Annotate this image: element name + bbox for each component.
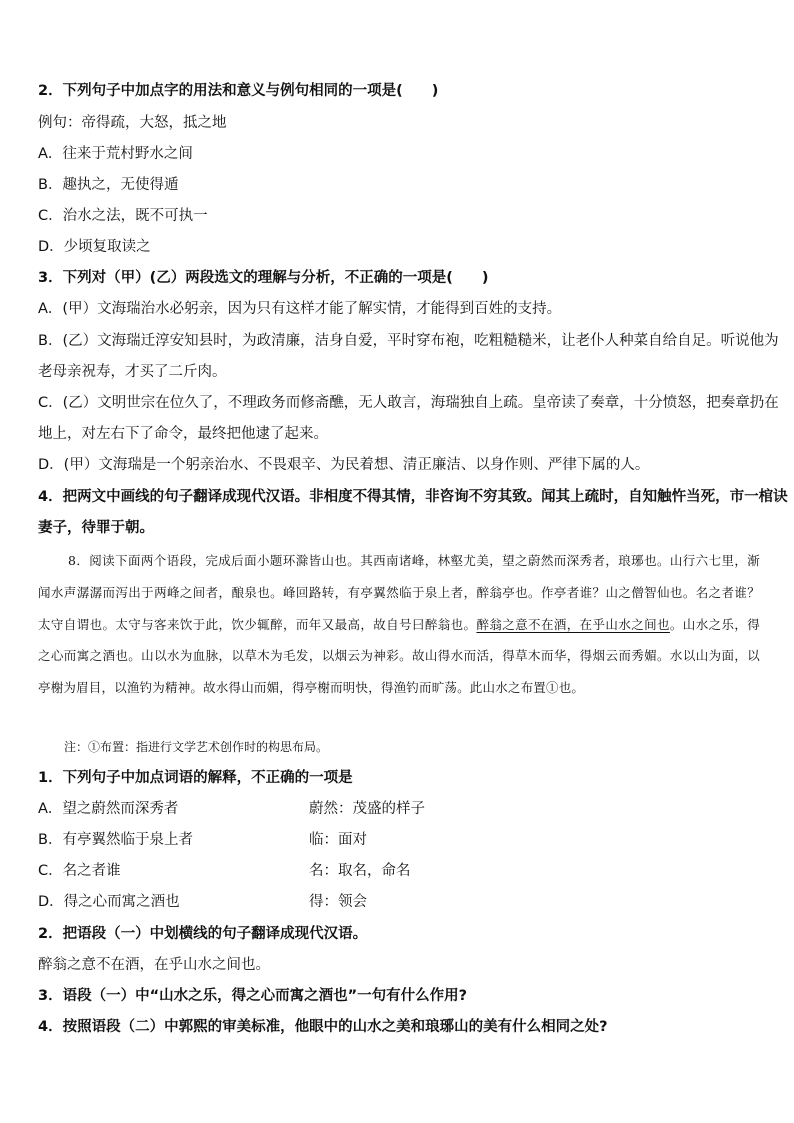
q1-option-d-explanation: 得：领会 [309,894,367,910]
example-sentence: 例句：帝得疏，大怒，抵之地 [38,115,227,131]
question-1-stem: 1．下列句子中加点词语的解释，不正确的一项是 [38,770,353,786]
q3-option-c-line1: C．(乙）文明世宗在位久了，不理政务而修斋醮，无人敢言，海瑞独自上疏。皇帝读了奏章，十分愤怒，把奏章扔在 [38,395,779,411]
q2-option-c: C．治水之法，既不可执一 [38,208,208,224]
q1-option-b-sentence: B．有亭翼然临于泉上者 [38,832,193,848]
q2-option-a: A．往来于荒村野水之间 [38,146,193,162]
underlined-sentence: 醉翁之意不在酒，在乎山水之间也 [476,616,670,632]
question-2b-stem: 2．把语段（一）中划横线的句子翻译成现代汉语。 [38,926,368,942]
q1-option-b-explanation: 临：面对 [309,832,367,848]
q3-option-b-line2: 老母亲祝寿，才买了二斤肉。 [38,364,227,380]
q2-option-d: D．少顷复取读之 [38,239,151,255]
passage-text-part2: 。山水之乐，得之心而寓之酒也。山以水为血脉，以草木为毛发，以烟云为神彩。故山得水而活，得草木而华，得烟云而秀媚。水以山为面，以亭榭为眉目，以渔钓为精神。故水得山而媚，得亭榭而明快，得渔钓而旷荡。此山水之布置①也。 [38,616,760,696]
q3-option-c-line2: 地上，对左右下了命令，最终把他逮了起来。 [38,426,328,442]
translation-sentence: 醉翁之意不在酒，在乎山水之间也。 [38,957,270,973]
q1-option-a-sentence: A．望之蔚然而深秀者 [38,801,179,817]
question-2-stem: 2．下列句子中加点字的用法和意义与例句相同的一项是( ) [38,83,439,99]
q1-option-d [38,892,758,912]
question-3b-stem: 3．语段（一）中“山水之乐，得之心而寓之酒也”一句有什么作用? [38,988,468,1004]
passage-text-part1: 8．阅读下面两个语段，完成后面小题环滁皆山也。其西南诸峰，林壑尤美，望之蔚然而深秀者，琅琊也。山行六七里，渐闻水声潺潺而泻出于两峰之间者，酿泉也。峰回路转，有亭翼然临于泉上者，醉翁亭也。作亭者谁？山之僧智仙也。名之者谁？太守自谓也。太守与客来饮于此，饮少辄醉，而年又最高，故自号曰醉翁也。 [38,553,760,632]
q1-option-c-explanation: 名：取名，命名 [309,863,411,879]
question-4b-stem: 4．按照语段（二）中郭熙的审美标准，他眼中的山水之美和琅琊山的美有什么相同之处? [38,1019,608,1035]
q1-option-a-explanation: 蔚然：茂盛的样子 [309,801,425,817]
q3-option-b-line1: B．(乙）文海瑞迁淳安知县时，为政清廉，洁身自爱，平时穿布袍，吃粗糙糙米，让老仆人种菜自给自足。听说他为 [38,333,779,349]
question-4-line1: 4．把两文中画线的句子翻译成现代汉语。非相度不得其情，非咨询不穷其致。闻其上疏时，自知触忤当死，市一棺诀 [38,489,788,505]
q1-option-d-sentence: D．得之心而寓之酒也 [38,894,180,910]
q3-option-a: A．(甲）文海瑞治水必躬亲，因为只有这样才能了解实情，才能得到百姓的支持。 [38,301,562,317]
question-4-line2: 妻子，待罪于朝。 [38,520,154,536]
reading-passage [38,545,760,704]
q1-option-b [38,830,758,850]
q1-option-a [38,799,758,819]
q3-option-d: D．(甲）文海瑞是一个躬亲治水、不畏艰辛、为民着想、清正廉洁、以身作则、严律下属的人。 [38,457,650,473]
passage-footnote: 注：①布置：指进行文学艺术创作时的构思布局。 [64,740,329,754]
q1-option-c [38,861,758,881]
q2-option-b: B．趣执之，无使得遁 [38,177,179,193]
q1-option-c-sentence: C．名之者谁 [38,863,121,879]
question-3-stem: 3．下列对（甲）(乙）两段选文的理解与分析，不正确的一项是( ) [38,270,489,286]
